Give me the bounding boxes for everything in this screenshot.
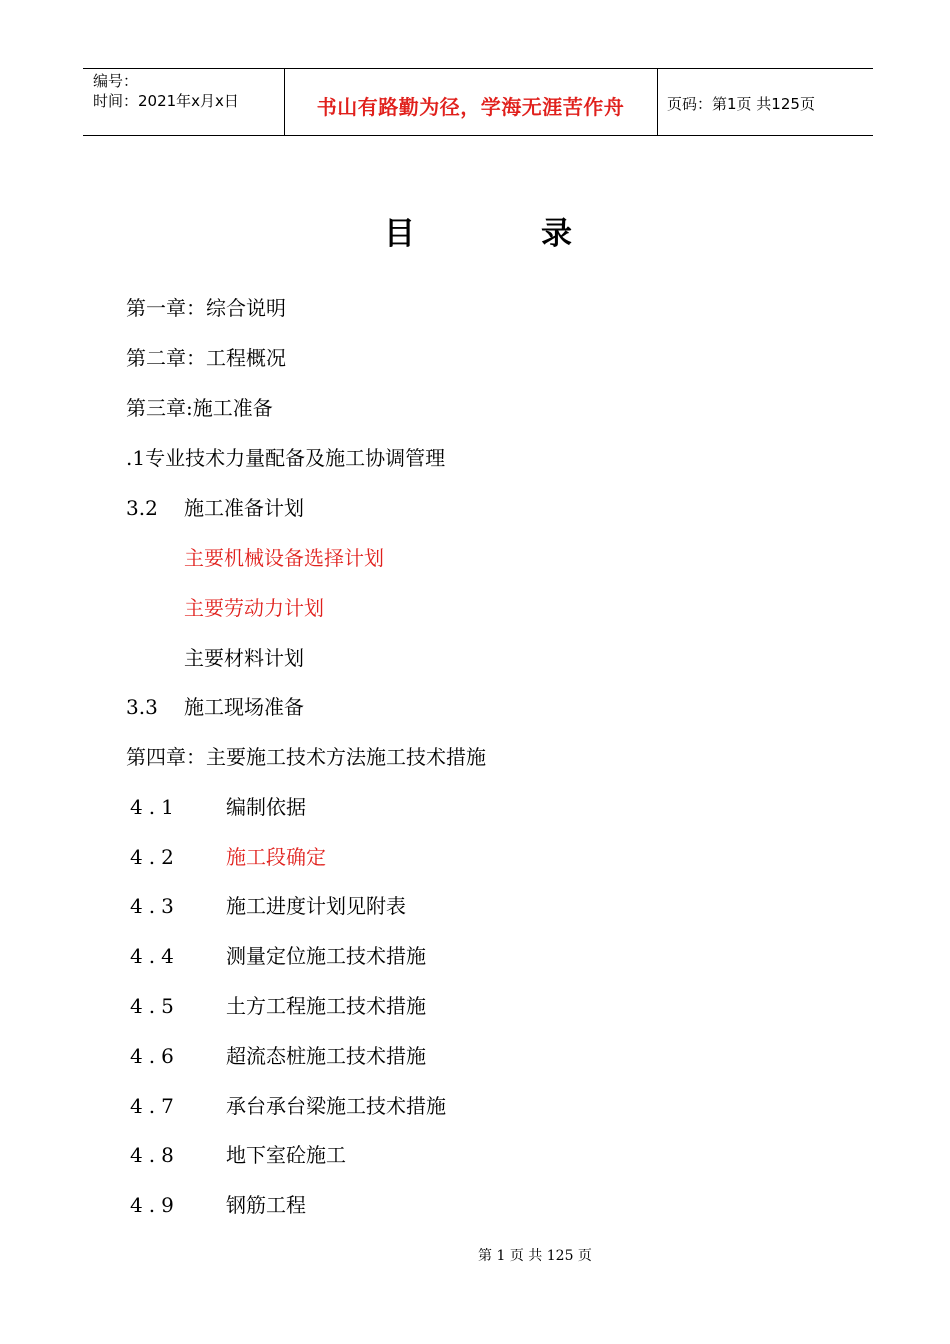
toc-entry[interactable] — [130, 1191, 306, 1219]
toc-entry[interactable] — [126, 494, 304, 522]
toc-entry-text: 施工现场准备 — [184, 695, 304, 719]
toc-entry[interactable] — [130, 1141, 346, 1169]
header-meta — [93, 71, 239, 111]
header-motto: 书山有路勤为径，学海无涯苦作舟 — [316, 95, 625, 119]
toc-entry[interactable] — [130, 892, 406, 920]
toc-entry-text: 第四章：主要施工技术方法施工技术措施 — [126, 745, 486, 769]
toc-entry[interactable] — [126, 344, 286, 372]
toc-entry-number: 4.4 — [130, 944, 180, 968]
toc-entry[interactable] — [184, 644, 304, 672]
page-footer: 第 1 页 共 125 页 — [478, 1248, 592, 1264]
toc-entry-text: 超流态桩施工技术措施 — [226, 1044, 426, 1068]
toc-entry-text: 施工准备计划 — [184, 496, 304, 520]
toc-entry-text: 地下室砼施工 — [226, 1143, 346, 1167]
toc-entry-text: 测量定位施工技术措施 — [226, 944, 426, 968]
toc-entry[interactable] — [130, 1092, 446, 1120]
toc-entry[interactable] — [126, 444, 445, 472]
toc-entry-number: 4.6 — [130, 1044, 180, 1068]
toc-entry-text: 第二章：工程概况 — [126, 346, 286, 370]
toc-entry-number: 4.2 — [130, 845, 180, 869]
toc-entry-text: 第一章：综合说明 — [126, 296, 286, 320]
toc-entry[interactable] — [130, 793, 306, 821]
toc-entry-number: 4.9 — [130, 1193, 180, 1217]
page-header — [83, 68, 873, 136]
toc-entry[interactable] — [126, 743, 486, 771]
title-char-1: 目 — [384, 216, 415, 252]
toc-entry[interactable] — [184, 544, 384, 572]
toc-entry-text: 施工进度计划见附表 — [226, 894, 406, 918]
toc-entry-text: 编制依据 — [226, 795, 306, 819]
toc-entry-number: 4.3 — [130, 894, 180, 918]
code-label: 编号： — [93, 72, 139, 90]
toc-entry-number: 3.2 — [126, 496, 158, 520]
toc-entry[interactable] — [126, 294, 286, 322]
toc-entry-number: 4.7 — [130, 1094, 180, 1118]
header-divider — [657, 69, 658, 135]
time-label: 时间：2021年x月x日 — [93, 92, 239, 110]
toc-entry[interactable] — [130, 942, 426, 970]
toc-entry-number: 4.8 — [130, 1143, 180, 1167]
toc-entry[interactable] — [130, 992, 426, 1020]
toc-entry[interactable] — [126, 394, 273, 422]
toc-entry-text: 施工段确定 — [226, 845, 326, 869]
toc-entry-text: 主要机械设备选择计划 — [184, 546, 384, 570]
toc-entry-number: 4.1 — [130, 795, 180, 819]
toc-entry[interactable] — [126, 693, 304, 721]
toc-entry-text: 主要材料计划 — [184, 646, 304, 670]
header-page-info: 页码：第1页 共125页 — [667, 95, 815, 113]
toc-entry[interactable] — [184, 594, 324, 622]
toc-entry-text: 土方工程施工技术措施 — [226, 994, 426, 1018]
toc-entry-number: 3.3 — [126, 695, 158, 719]
title-char-2: 录 — [541, 216, 572, 252]
toc-entry-text: .1专业技术力量配备及施工协调管理 — [126, 446, 446, 470]
toc-entry[interactable] — [130, 1042, 426, 1070]
toc-entry-text: 第三章:施工准备 — [126, 396, 273, 420]
document-title — [0, 212, 950, 262]
toc-entry-text: 承台承台梁施工技术措施 — [226, 1094, 446, 1118]
toc-entry-text: 主要劳动力计划 — [184, 596, 324, 620]
toc-entry[interactable] — [130, 843, 326, 871]
toc-entry-text: 钢筋工程 — [226, 1193, 306, 1217]
toc-entry-number: 4.5 — [130, 994, 180, 1018]
